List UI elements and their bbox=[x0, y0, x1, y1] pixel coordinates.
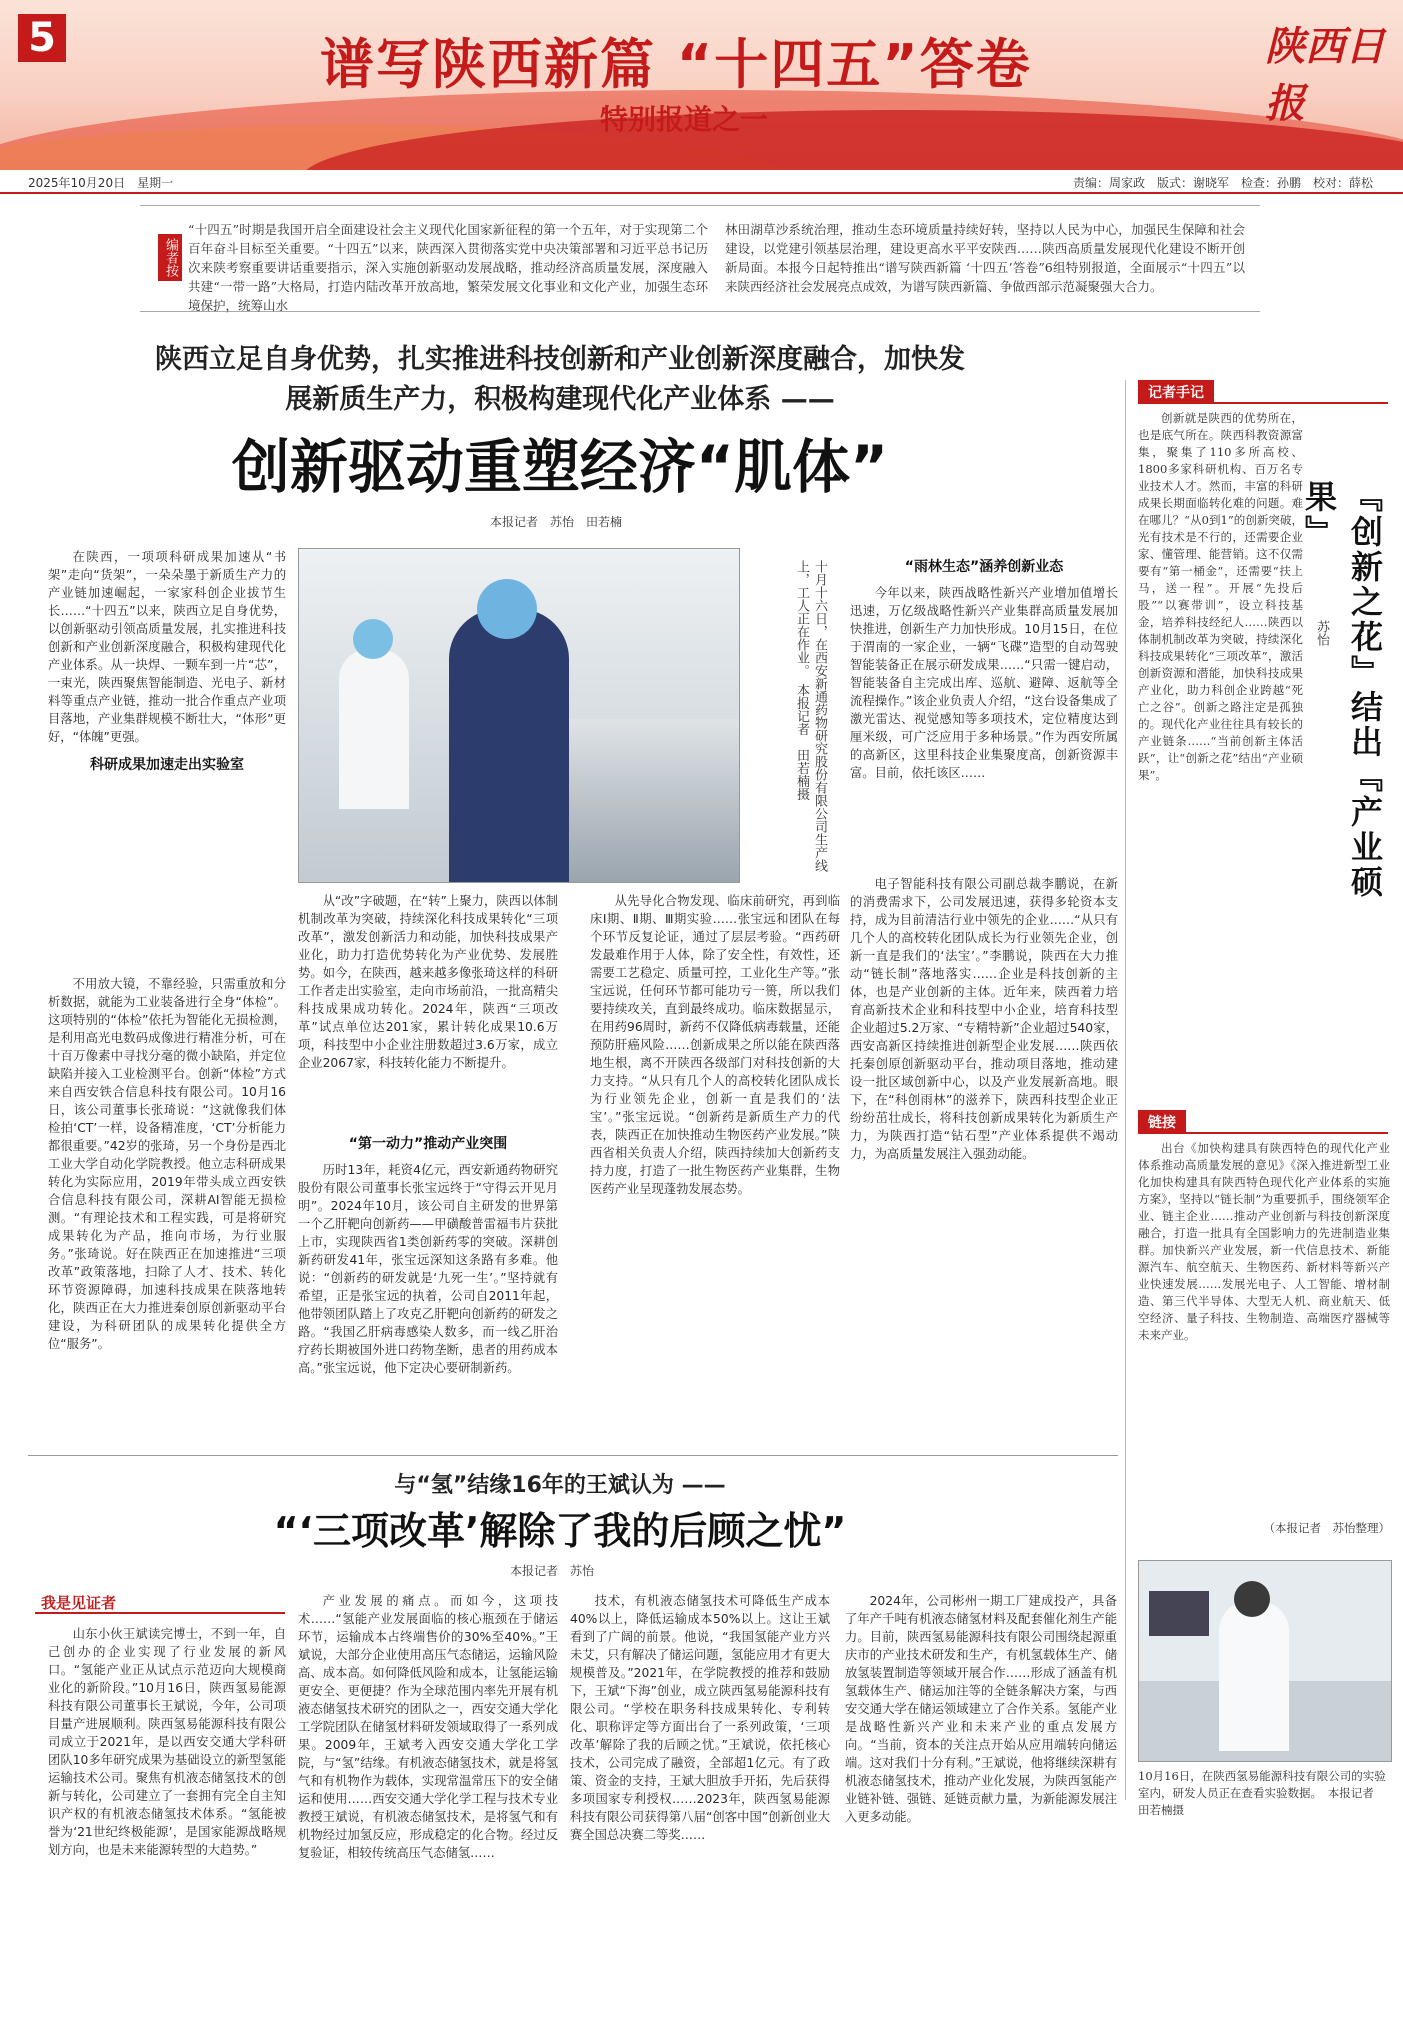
section-subheading: “雨林生态”涵养创新业态 bbox=[904, 559, 1064, 575]
worker-figure bbox=[339, 649, 409, 809]
editor-credits: 责编：周家政 版式：谢晓军 检查：孙鹏 校对：薛松 bbox=[1072, 176, 1373, 190]
section-label: 我是见证者 bbox=[41, 1594, 117, 1612]
worker-figure bbox=[449, 609, 569, 882]
paragraph: 产业发展的痛点。而如今，这项技术……“氢能产业发展面临的核心瓶颈在于储运环节，运输成本占终端售价的30%至40%。”王斌说，大部分企业使用高压气态储运，运输风险高、成本高。如何降低风险和成本，让氢能运输更安全、更便捷？作为全球范围内率先开展有机液态储氢技术研究的团队之一，西安交通大学化工学院团队在储氢材料研发领域取得了一系列成果。2009年，王斌考入西安交通大学化工学院，与“氢”结缘。有机液态储氢技术，就是将氢气和有机物作为载体，实现常温常压下的安全储运和使用……西安交通大学化学工程与技术专业教授王斌说，有机液态储氢技术，是将氢气和有机物经过加氢反应，形成稳定的化合物。经过反复验证，相较传统高压气态储氢…… bbox=[298, 1594, 558, 1860]
page-number: 5 bbox=[18, 14, 66, 62]
photo-caption: 10月16日，在陕西氢易能源科技有限公司的实验室内，研发人员正在查看实验数据。 本报记者 田若楠摄 bbox=[1138, 1769, 1386, 1817]
researcher-figure bbox=[1219, 1601, 1289, 1751]
reporters-note-text bbox=[1138, 410, 1303, 1190]
article-column bbox=[48, 1625, 286, 2025]
editors-note-col: 林田湖草沙系统治理，推动生态环境质量持续好转，坚持以人民为中心，加强民生保障和社会建设，以党建引领基层治理，建设更高水平平安陕西……陕西高质量发展现代化建设不断开创新局面。本报今日起特推出“谱写陕西新篇 ‘十四五’答卷”6组特别报道，全面展示“十四五”以来陕西经济社会发展亮点成效，为谱写陕西新篇、争做西部示范凝聚强大合力。 bbox=[725, 222, 1245, 294]
paragraph: 山东小伙王斌读完博士，不到一年，自己创办的企业实现了行业发展的新风口。“氢能产业正从试点示范迈向大规模商业化的新阶段。”10月16日，陕西氢易能源科技有限公司董事长王斌说，今年，公司项目量产进展顺利。陕西氢易能源科技有限公司成立于2021年，是以西安交通大学科研团队10多年研究成果为基础设立的新型氢能运输技术公司。聚焦有机液态储氢技术的创新与转化，公司建立了一套拥有完全自主知识产权的有机液态储氢技术体系。“氢能被誉为‘21世纪终极能源’，是国家能源战略规划方向，也是未来能源转型的大趋势。” bbox=[48, 1627, 286, 1857]
article-column bbox=[298, 1592, 558, 2025]
lab-photo bbox=[1138, 1560, 1392, 1762]
article-headline: 创新驱动重塑经济“肌体” bbox=[231, 433, 889, 501]
link-credit: （本报记者 苏怡整理） bbox=[1263, 1521, 1390, 1535]
article-byline: 本报记者 苏怡 田若楠 bbox=[490, 515, 623, 529]
note-author: 苏怡 bbox=[1314, 620, 1329, 646]
factory-photo bbox=[298, 548, 740, 883]
section-subheading: “第一动力”推动产业突围 bbox=[348, 1136, 508, 1152]
paragraph: 今年以来，陕西战略性新兴产业增加值增长迅速，万亿级战略性新兴产业集群高质量发展加快推进，创新生产力加快形成。10月15日，在位于渭南的一家企业，一辆“飞碟”造型的自动驾驶智能装备正在展示研发成果……“只需一键启动，智能装备自主完成出库、巡航、避障、返航等全流程操作。”该企业负责人介绍，“这台设备集成了激光雷达、视觉感知等多项技术，定位精度达到厘米级，可广泛应用于多种场景。”作为西安所属的高新区，这里科技企业集聚度高，创新资源丰富。目前，依托该区…… bbox=[850, 586, 1118, 780]
paragraph: 从先导化合物发现、临床前研究，再到临床Ⅰ期、Ⅱ期、Ⅲ期实验……张宝远和团队在每个环节反复论证，通过了层层考验。“西药研发最难作用于人体，除了安全性，有效性，还需要工艺稳定、质量可控，工业化生产等。”张宝远说，任何环节都可能功亏一篑，所以我们要持续攻关，直到最终成功。临床数据显示，在用药96周时，新药不仅降低病毒载量，还能预防肝癌风险……创新成果之所以能在陕西落地生根，离不开陕西各级部门对科技创新的大力支持。“从只有几个人的高校转化团队成长为行业领先企业，创新一直是我们的‘法宝’。”张宝远说。“创新药是新质生产力的代表，陕西正在加快推动生物医药产业发展。”陕西省相关负责人介绍，陕西持续加大创新药支持力度，打造了一批生物医药产业集群，生物医药产业呈现蓬勃发展态势。 bbox=[590, 894, 840, 1196]
second-kicker: 与“氢”结缘16年的王斌认为 —— bbox=[394, 1473, 726, 1498]
note-title: 『创新之花』结出『产业硕果』 bbox=[1300, 480, 1384, 900]
section-divider bbox=[28, 1455, 1118, 1456]
article-column bbox=[850, 875, 1118, 1445]
article-column bbox=[298, 892, 558, 1122]
dateline bbox=[0, 170, 1403, 194]
monitor bbox=[1149, 1591, 1209, 1636]
article-column bbox=[48, 548, 286, 968]
masthead-logo: 陕西日报 bbox=[1265, 23, 1385, 127]
production-line bbox=[569, 719, 739, 882]
banner bbox=[0, 0, 1403, 170]
paragraph: 在陕西，一项项科研成果加速从“书架”走向“货架”，一朵朵墨于新质生产力的产业链加速崛起，一家家科创企业拔节生长……“十四五”以来，陕西立足自身优势，以创新驱动引领高质量发展，扎实推进科技创新和产业创新深度融合，积极构建现代化产业体系。从一块焊、一颗车到一片“芯”，一束光，陕西聚焦智能制造、光电子、新材料等重点产业链，推动一批合作重点产业项目落地，产业集群规模不断壮大，“体形”更好，“体魄”更强。 bbox=[48, 550, 286, 744]
article-column bbox=[590, 892, 840, 1445]
researcher-figure bbox=[1234, 1581, 1270, 1617]
section-subheading: 科研成果加速走出实验室 bbox=[90, 757, 244, 773]
section-label: 链接 bbox=[1138, 1110, 1186, 1134]
article-column bbox=[298, 1125, 558, 1445]
column-divider bbox=[1125, 380, 1126, 1800]
article-column bbox=[850, 548, 1118, 868]
worker-figure bbox=[477, 579, 537, 639]
article-column bbox=[845, 1592, 1117, 2025]
section-header-link bbox=[1138, 1110, 1388, 1134]
issue-date: 2025年10月20日 星期一 bbox=[28, 176, 174, 190]
photo-caption: 十月十六日，在西安新通药物研究股份有限公司生产线上，工人正在作业。 本报记者 田若楠摄 bbox=[794, 560, 827, 872]
section-label: 记者手记 bbox=[1138, 380, 1214, 404]
worker-figure bbox=[353, 619, 393, 659]
banner-subtitle: 特别报道之一 bbox=[600, 103, 769, 136]
second-headline: “‘三项改革’解除了我的后顾之忧” bbox=[273, 1509, 847, 1553]
paragraph: 技术，有机液态储氢技术可降低生产成本40%以上，降低运输成本50%以上。这让王斌看到了广阔的前景。他说，“我国氢能产业方兴未艾，只有解决了储运问题，氢能应用才有更大规模普及。”2021年，在学院教授的推荐和鼓励下，王斌“下海”创业，成立陕西氢易能源科技有限公司。“学校在职务科技成果转化、专利转化、职称评定等方面出台了一系列政策，‘三项改革’解除了我的后顾之忧。”王斌说，依托核心技术，公司完成了融资，全部超1亿元。有了政策、资金的支持，王斌大胆放手开拓，先后获得多项国家专利授权……2023年，陕西氢易能源科技有限公司获得第八届“创客中国”创新创业大赛全国总决赛二等奖…… bbox=[570, 1594, 830, 1842]
editors-note bbox=[140, 205, 1260, 312]
banner-title: 谱写陕西新篇 “十四五”答卷 bbox=[320, 33, 1032, 96]
paragraph: 从“改”字破题，在“转”上聚力，陕西以体制机制改革为突破，持续深化科技成果转化“三项改革”，激发创新活力和动能，加快科技成果产业化，助力打造优势转化为产业优势、发展胜势。如今，在陕西，越来越多像张琦这样的科研工作者走出实验室，走向市场前沿，一批高精尖科技成果成功转化。2024年，陕西“三项改革”试点单位达201家，累计转化成果10.6万项，科技型中小企业注册数超过3.6万家，成立企业2067家，科技转化能力不断提升。 bbox=[298, 894, 558, 1070]
editors-note-tag: 编者按 bbox=[158, 234, 182, 281]
article-kicker: 陕西立足自身优势，扎实推进科技创新和产业创新深度融合，加快发展新质生产力，积极构建现代化产业体系 —— bbox=[155, 344, 965, 415]
witness-header bbox=[35, 1590, 285, 1614]
paragraph: 电子智能科技有限公司副总裁李鹏说，在新的消费需求下，公司发展迅速，获得多轮资本支持，成为目前清洁行业中领先的企业……“从只有几个人的高校转化团队成长为行业领先企业，创新一直是我们的‘法宝’。”李鹏说，陕西在大力推动“链长制”落地落实……企业是科技创新的主体，也是产业创新的主体。近年来，陕西着力培育高新技术企业和科技型中小企业，培育科技型企业超过5.2万家、“专精特新”企业超过540家，西安高新区持续推进创新型企业发展……陕西依托秦创原创新驱动平台，推动项目落地，推动建设一批区域创新中心，以及产业发展新高地。眼下，在“科创雨林”的滋养下，陕西科技型企业正纷纷茁壮成长，将科技创新成果转化为新质生产力，为陕西打造“钻石型”产业体系提供不竭动力，为高质量发展注入强劲动能。 bbox=[850, 877, 1118, 1161]
paragraph: 不用放大镜，不靠经验，只需重放和分析数据，就能为工业装备进行全身“体检”。这项特别的“体检”依托为智能化无损检测，是利用高光电数码成像进行精准分析，可在十百万像素中寻找分毫的微小缺陷，并定位缺陷并接入工业检测平台。创新“体检”方式来自西安铁合信息科技有限公司。10月16日，该公司董事长张琦说：“这就像我们体检拍‘CT’一样，设备精准度，‘CT’分析能力都很重要。”42岁的张琦，另一个身份是西北工业大学自动化学院教授。他立志科研成果转化为实际应用，2019年带头成立西安铁合信息科技有限公司，深耕AI智能无损检测。“有理论技术和工程实践，可是将研究成果转化为产品，推向市场，为行业服务。”张琦说。好在陕西正在加速推进“三项改革”政策落地，扫除了人才、技术、转化环节资源障碍，加速科技成果在陕落地转化，陕西正在大力推进秦创原创新驱动平台建设，为科研团队的成果转化提供全方位“服务”。 bbox=[48, 977, 286, 1351]
paragraph: 出台《加快构建具有陕西特色的现代化产业体系推动高质量发展的意见》《深入推进新型工业化加快构建具有陕西特色现代化产业体系的实施方案》，坚持以“链长制”为重要抓手，围绕领军企业、链主企业……推动产业创新与科技创新深度融合，打造一批具有全国影响力的先进制造业集群。加快新兴产业发展，新一代信息技术、新能源汽车、航空航天、生物医药、新材料等新兴产业快速发展……发展光电子、人工智能、增材制造、第三代半导体、大型无人机、商业航天、低空经济、量子科技、生物制造、高端医疗器械等未来产业。 bbox=[1138, 1141, 1390, 1342]
editors-note-col: “十四五”时期是我国开启全面建设社会主义现代化国家新征程的第一个五年，对于实现第二个百年奋斗目标至关重要。“十四五”以来，陕西深入贯彻落实党中央决策部署和习近平总书记历次来陕考察重要讲话重要指示，深入实施创新驱动发展战略，推动经济高质量发展，深度融入共建“一带一路”大格局，打造内陆改革开放高地，繁荣发展文化事业和文化产业，加强生态环境保护，统筹山水 bbox=[188, 222, 708, 313]
paragraph: 2024年，公司彬州一期工厂建成投产，具备了年产千吨有机液态储氢材料及配套催化剂生产能力。目前，陕西氢易能源科技有限公司围绕起源重庆市的产业技术研发和生产，有机氢载体生产、储放氢装置制造等领域开展合作……形成了涵盖有机氢载体生产、储运加注等的全链条解决方案，与西安交通大学在储运领域建立了合作关系。氢能产业是战略性新兴产业和未来产业的重点发展方向。“当前，资本的关注点开始从应用端转向储运端。这对我们十分有利。”王斌说，他将继续深耕有机液态储氢技术，推动产业化发展，为陕西氢能产业链补链、强链、延链贡献力量，为新能源发展注入更多动能。 bbox=[845, 1594, 1117, 1824]
article-column bbox=[48, 975, 286, 1445]
link-text bbox=[1138, 1140, 1390, 1515]
second-byline: 本报记者 苏怡 bbox=[510, 1564, 595, 1578]
section-header-notes bbox=[1138, 380, 1388, 404]
paragraph: 创新就是陕西的优势所在，也是底气所在。陕西科教资源富集，聚集了110多所高校、1800多家科研机构、百万名专业技术人才。然而，丰富的科研成果长期面临转化难的问题。难在哪儿？“从0到1”的创新突破，光有技术是不行的，还需要企业家、懂管理、能营销。这不仅需要有“第一桶金”，还需要“扶上马，送一程”。开展“先投后股”“以赛带训”，设立科技基金，培养科技经纪人……陕西以体制机制改革为突破，持续深化科技成果转化“三项改革”，激活创新资源和潜能，加快科技成果产业化，助力科创企业跨越“死亡之谷”。创新之路注定是孤独的。现代化产业往往具有较长的产业链条……“当前创新主体活跃”，让“创新之花”结出“产业硕果”。 bbox=[1138, 411, 1303, 782]
article-column bbox=[570, 1592, 830, 2025]
paragraph: 历时13年，耗资4亿元，西安新通药物研究股份有限公司董事长张宝远终于“守得云开见月明”。2024年10月，该公司自主研发的世界第一个乙肝靶向创新药——甲磺酸普雷福韦片获批上市，实现陕西省1类创新药零的突破。深耕创新药研发41年，张宝远深知这条路有多难。他说：“创新药的研发就是‘九死一生’。”坚持就有希望，正是张宝远的执着，公司自2011年起，他带领团队踏上了攻克乙肝靶向创新药的研发之路。“我国乙肝病毒感染人数多，而一线乙肝治疗药长期被国外进口药物垄断，患者的用药成本高。”张宝远说，他下定决心要研制新药。 bbox=[298, 1163, 558, 1375]
